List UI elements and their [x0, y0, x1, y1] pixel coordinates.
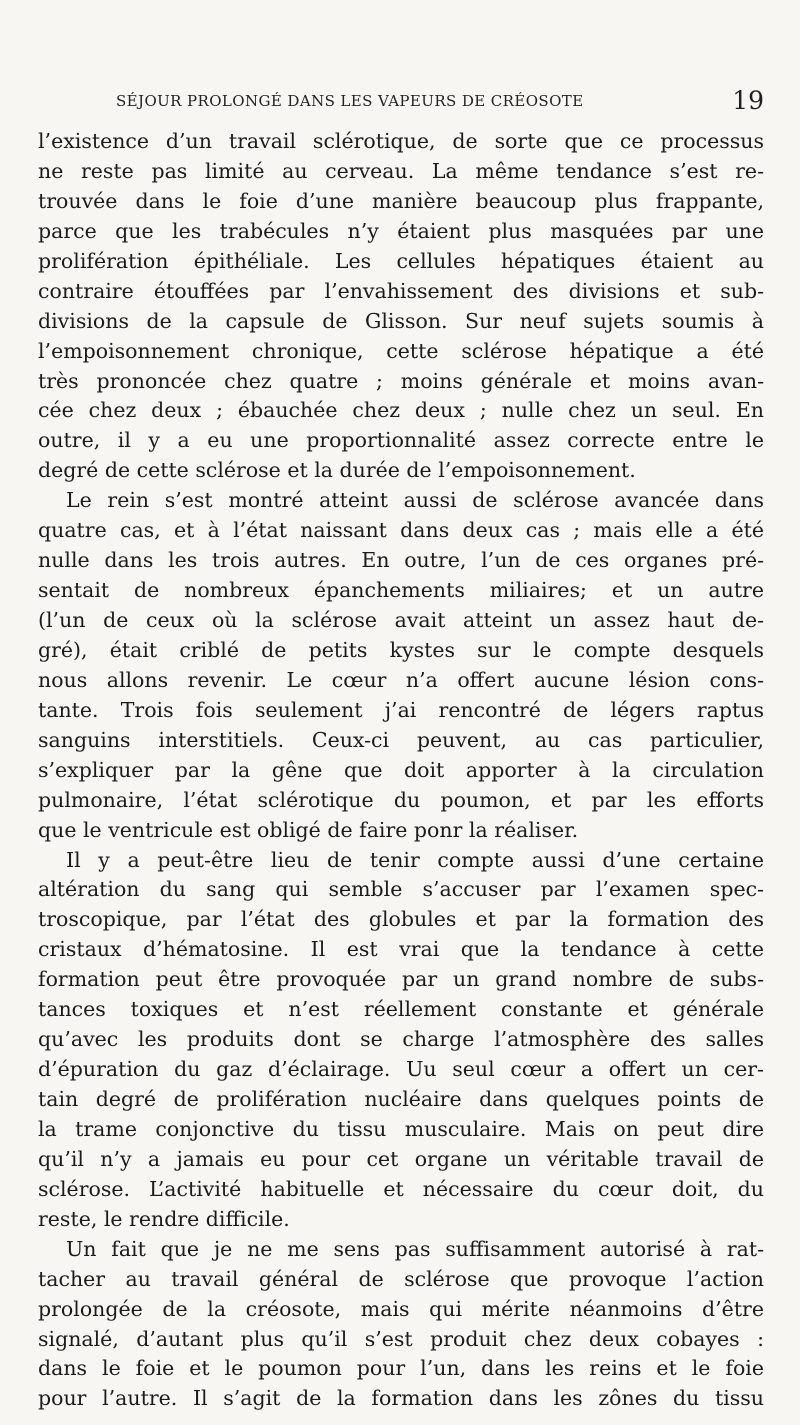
- text-line: signalé, d’autant plus qu’il s’est produit chez deux cobayes :: [38, 1326, 764, 1351]
- text-line: sentait de nombreux épanchements miliaires; et un autre: [38, 578, 764, 603]
- text-line: divisions de la capsule de Glisson. Sur neuf sujets soumis à: [38, 308, 764, 333]
- text-line: altération du sang qui semble s’accuser par l’examen spec-: [38, 877, 764, 902]
- text-line: que le ventricule est obligé de faire ponr la réaliser.: [38, 817, 579, 842]
- text-line: qu’avec les produits dont se charge l’atmosphère des salles: [38, 1027, 764, 1052]
- running-title: SÉJOUR PROLONGÉ DANS LES VAPEURS DE CRÉOSOTE: [116, 92, 584, 110]
- text-line: outre, il y a eu une proportionnalité assez correcte entre le: [38, 428, 764, 453]
- text-line: prolongée de la créosote, mais qui mérite néanmoins d’être: [38, 1296, 764, 1321]
- text-line: contraire étouffées par l’envahissement des divisions et sub-: [38, 278, 764, 303]
- text-line: l’existence d’un travail sclérotique, de sorte que ce processus: [38, 129, 764, 153]
- text-line: tante. Trois fois seulement j’ai rencontré de légers raptus: [38, 697, 764, 722]
- text-line: nulle dans les trois autres. En outre, l’un de ces organes pré-: [38, 548, 764, 573]
- text-line: reste, le rendre difficile.: [38, 1206, 290, 1231]
- text-line: trouvée dans le foie d’une manière beaucoup plus frappante,: [38, 188, 764, 213]
- running-head: [38, 88, 764, 122]
- page-number: 19: [732, 86, 764, 115]
- text-line: formation peut être provoquée par un grand nombre de subs-: [38, 967, 764, 992]
- text-line: cée chez deux ; ébauchée chez deux ; nulle chez un seul. En: [38, 398, 764, 423]
- text-line: parce que les trabécules n’y étaient plus masquées par une: [38, 218, 764, 243]
- text-line: d’épuration du gaz d’éclairage. Uu seul cœur a offert un cer-: [38, 1057, 764, 1082]
- text-line: prolifération épithéliale. Les cellules hépatiques étaient au: [38, 248, 764, 273]
- text-line: ne reste pas limité au cerveau. La même tendance s’est re-: [38, 158, 764, 183]
- paragraph: [38, 846, 764, 1235]
- text-line: cristaux d’hématosine. Il est vrai que la tendance à cette: [38, 937, 764, 962]
- text-line: degré de cette sclérose et la durée de l’empoisonnement.: [38, 458, 636, 483]
- text-line: gré), était criblé de petits kystes sur le compte desquels: [38, 637, 764, 662]
- body-text: [38, 127, 764, 1414]
- paragraph: [38, 127, 764, 486]
- text-line: qu’il n’y a jamais eu pour cet organe un véritable travail de: [38, 1146, 764, 1171]
- text-line: l’empoisonnement chronique, cette sclérose hépatique a été: [38, 338, 764, 363]
- text-line: (l’un de ceux où la sclérose avait atteint un assez haut de-: [38, 608, 764, 632]
- paragraph: [38, 486, 764, 845]
- text-line: s’expliquer par la gêne que doit apporter à la circulation: [38, 757, 764, 782]
- text-line: quatre cas, et à l’état naissant dans deux cas ; mais elle a été: [38, 518, 764, 543]
- text-line: tain degré de prolifération nucléaire dans quelques points de: [38, 1087, 764, 1111]
- text-line: dans le foie et le poumon pour l’un, dans les reins et le foie: [38, 1356, 764, 1381]
- text-line: nous allons revenir. Le cœur n’a offert aucune lésion cons-: [38, 667, 764, 692]
- text-line: la trame conjonctive du tissu musculaire. Mais on peut dire: [38, 1116, 764, 1141]
- text-line: Il y a peut-être lieu de tenir compte aussi d’une certaine: [66, 847, 764, 872]
- text-line: tacher au travail général de sclérose que provoque l’action: [38, 1266, 764, 1291]
- text-line: pulmonaire, l’état sclérotique du poumon, et par les efforts: [38, 787, 764, 812]
- text-line: très prononcée chez quatre ; moins générale et moins avan-: [38, 368, 764, 393]
- text-line: sanguins interstitiels. Ceux-ci peuvent, au cas particulier,: [38, 727, 764, 752]
- paragraph: [38, 1235, 764, 1415]
- text-line: Un fait que je ne me sens pas suffisamment autorisé à rat-: [66, 1236, 764, 1261]
- text-line: tances toxiques et n’est réellement constante et générale: [38, 997, 764, 1022]
- text-line: sclérose. L’activité habituelle et nécessaire du cœur doit, du: [38, 1176, 764, 1201]
- text-line: pour l’autre. Il s’agit de la formation dans les zônes du tissu: [38, 1386, 764, 1411]
- text-line: Le rein s’est montré atteint aussi de sclérose avancée dans: [66, 488, 764, 513]
- text-line: troscopique, par l’état des globules et par la formation des: [38, 907, 764, 932]
